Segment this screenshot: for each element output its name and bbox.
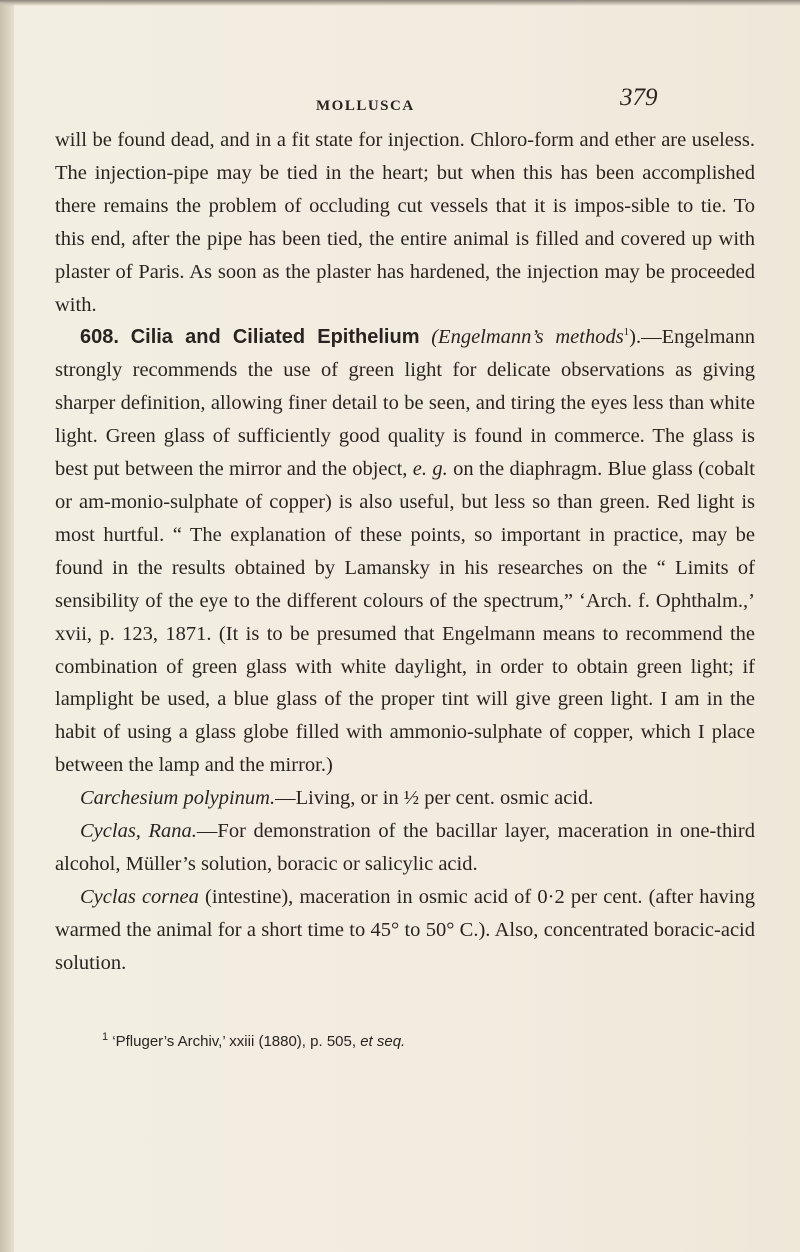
paragraph-cyclas-cornea xyxy=(55,881,755,980)
species-cyclas-rana: Cyclas, Rana. xyxy=(80,820,197,843)
section-reference: (Engelmann’s methods xyxy=(431,326,624,349)
cornea-text: (intestine), maceration in osmic acid of 0·2 per cent. (after having warmed the animal for a short time to 45° to 50° C.). Also, concentrated boracic-acid solution. xyxy=(55,885,755,974)
section-reference-close: ). xyxy=(629,326,642,349)
section-608-text: —Engelmann strongly recommends the use of green light for delicate observations as giving sharper definition, allowing finer detail to be seen, and tiring the eyes less than white light. Green glass of sufficiently good quality is found in commerce. The glass is best put between the mirror and the object, xyxy=(55,326,755,481)
section-608 xyxy=(55,321,755,782)
section-608-text-2: on the diaphragm. Blue glass (cobalt or am-monio-sulphate of copper) is also useful, but less so than green. Red light is most hurtful. “ The explanation of these points, so important in practice, may be found in the results obtained by Lamansky in his researches on the “ Limits of sensibility of the eye to the different colours of the spectrum,” ‘Arch. f. Ophthalm.,’ xvii, p. 123, 1871. (It is to be presumed that Engelmann means to recommend the combination of green glass with white daylight, in order to obtain green light; if lamplight be used, a blue glass of the proper tint will give green light. I am in the habit of using a glass globe filled with ammonio-sulphate of copper, which I place between the lamp and the mirror.) xyxy=(55,458,755,777)
footnote-marker: 1 xyxy=(102,1031,109,1043)
eg-abbrev: e. g. xyxy=(412,458,448,481)
page-top-shadow xyxy=(0,0,800,6)
paragraph-carchesium xyxy=(55,782,755,815)
footnote xyxy=(102,1032,762,1052)
running-head: MOLLUSCA xyxy=(316,98,415,114)
species-carchesium: Carchesium polypinum. xyxy=(80,787,276,810)
footnote-ref: 1 xyxy=(623,326,630,339)
paragraph-injection: will be found dead, and in a fit state for injection. Chloro-form and ether are useless. The injection-pipe may be tied in the heart; but when this has been accomplished there remains the problem of occluding cut vessels that it is impos-sible to tie. To this end, after the pipe has been tied, the entire animal is filled and covered up with plaster of Paris. As soon as the plaster has hardened, the injection may be proceeded with. xyxy=(55,129,755,316)
footnote-text: ‘Pfluger’s Archiv,’ xxiii (1880), p. 505, xyxy=(108,1033,361,1050)
cyclas-text: —For demonstration of the bacillar layer, maceration in one-third alcohol, Müller’s solution, boracic or salicylic acid. xyxy=(55,820,755,875)
species-cyclas-cornea: Cyclas cornea xyxy=(80,885,199,908)
page-binding-edge xyxy=(0,0,14,1252)
section-number: 608. xyxy=(80,326,119,349)
page-number: 379 xyxy=(620,84,658,111)
section-heading: Cilia and Ciliated Epithelium xyxy=(130,326,420,349)
paragraph-cyclas xyxy=(55,815,755,881)
footnote-etseq: et seq. xyxy=(360,1033,406,1050)
body-text xyxy=(55,124,755,980)
page-header xyxy=(0,84,800,124)
carchesium-text: —Living, or in ½ per cent. osmic acid. xyxy=(275,787,594,810)
